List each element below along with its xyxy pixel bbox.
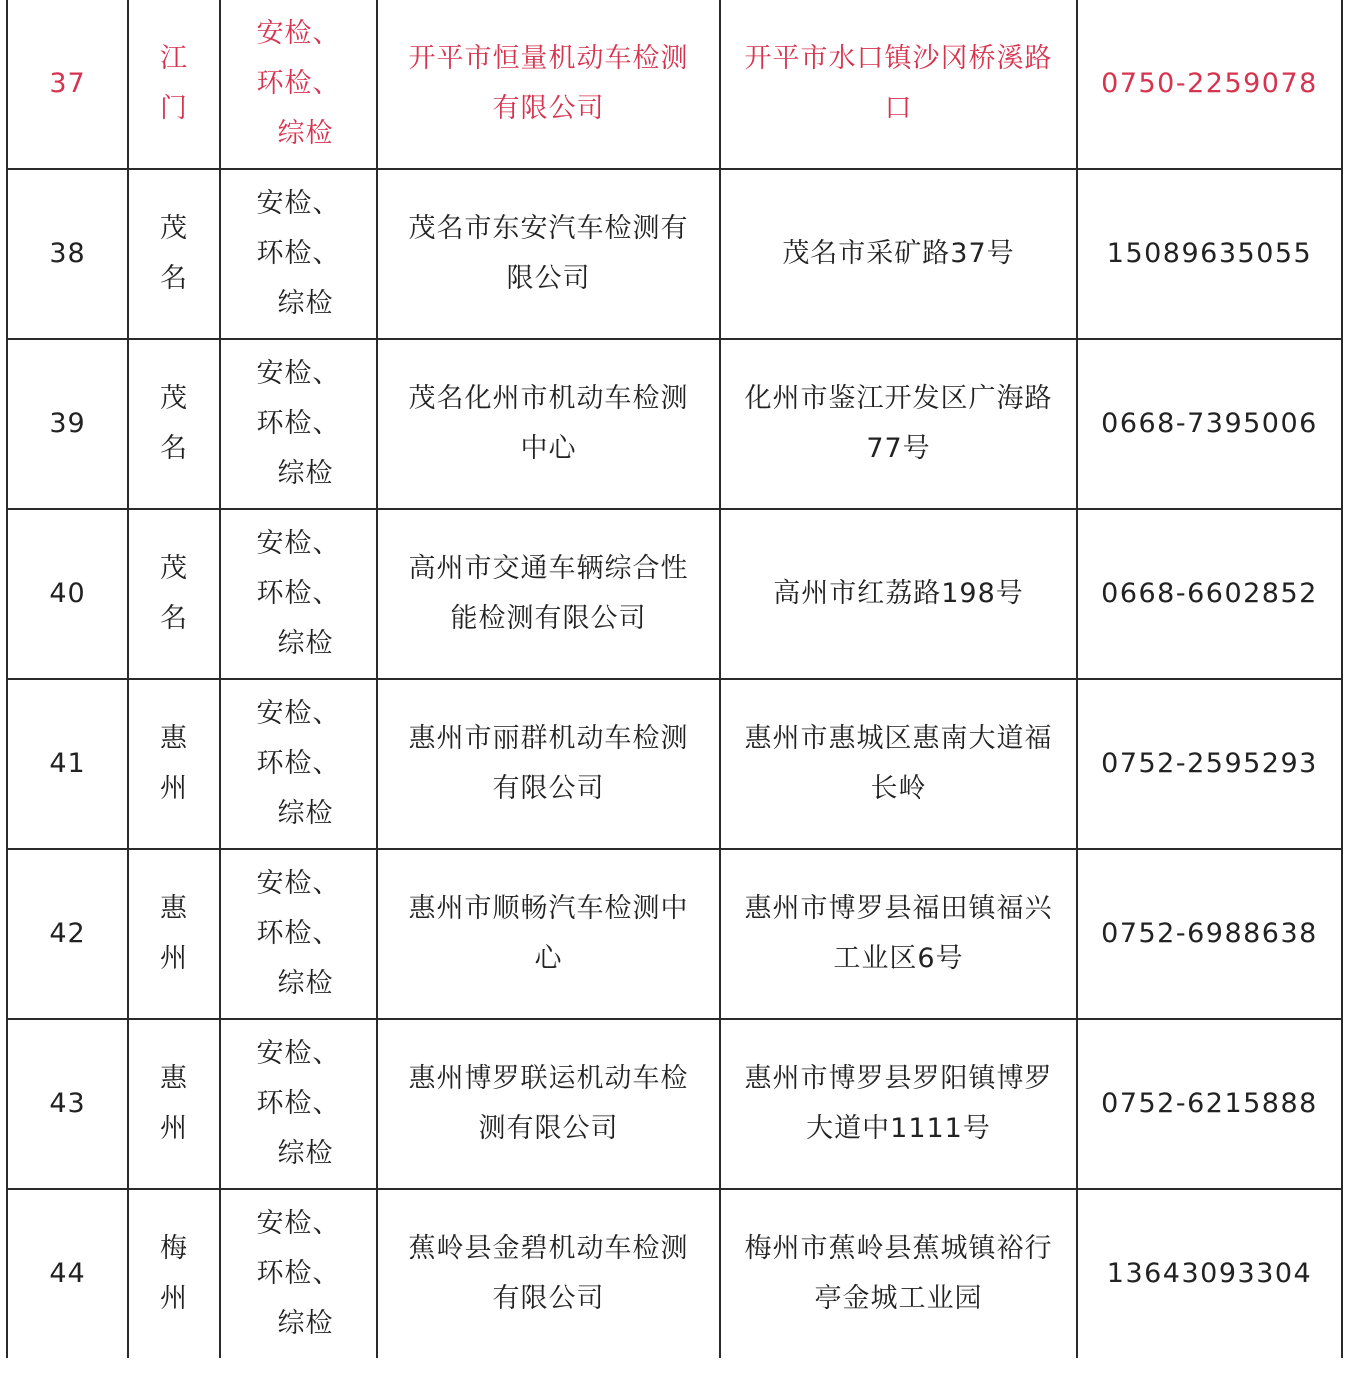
- inspection-types: [251, 179, 347, 329]
- table-row: [7, 509, 1342, 679]
- address: 梅州市蕉岭县蕉城镇裕行亭金城工业园: [744, 1233, 1053, 1314]
- inspection-type-comprehensive: 综检: [277, 118, 334, 149]
- address-cell: [720, 509, 1077, 679]
- inspection-type-comprehensive: 综检: [277, 1308, 334, 1339]
- phone-cell: [1077, 849, 1342, 1019]
- phone-number: 15089635055: [1106, 238, 1313, 269]
- city-cell: [128, 339, 220, 509]
- address-cell: [720, 849, 1077, 1019]
- row-number: 37: [49, 68, 86, 99]
- inspection-type-safety: 安检、: [256, 358, 341, 389]
- table-row: [7, 339, 1342, 509]
- city-cell: [128, 169, 220, 339]
- company-name: 惠州市丽群机动车检测有限公司: [408, 723, 689, 804]
- inspection-type-cell: [220, 169, 377, 339]
- city-name: 江门: [160, 43, 188, 124]
- inspection-type-safety: 安检、: [256, 188, 341, 219]
- address-cell: [720, 169, 1077, 339]
- phone-cell: [1077, 339, 1342, 509]
- company-name: 茂名化州市机动车检测中心: [408, 383, 689, 464]
- table-row: [7, 169, 1342, 339]
- city-cell: [128, 679, 220, 849]
- phone-cell: [1077, 169, 1342, 339]
- phone-number: 0668-7395006: [1101, 408, 1318, 439]
- row-number: 42: [49, 918, 86, 949]
- company-name: 开平市恒量机动车检测有限公司: [408, 43, 689, 124]
- row-number-cell: [7, 849, 128, 1019]
- row-number: 40: [49, 578, 86, 609]
- address: 开平市水口镇沙冈桥溪路口: [744, 43, 1053, 124]
- company-name-cell: [377, 849, 720, 1019]
- phone-number: 0668-6602852: [1101, 578, 1318, 609]
- company-name: 茂名市东安汽车检测有限公司: [408, 213, 689, 294]
- address: 化州市鉴江开发区广海路77号: [744, 383, 1053, 464]
- address: 惠州市博罗县福田镇福兴工业区6号: [744, 893, 1053, 974]
- city-cell: [128, 0, 220, 169]
- row-number-cell: [7, 0, 128, 169]
- city-name: 惠州: [160, 893, 188, 974]
- address-cell: [720, 339, 1077, 509]
- row-number-cell: [7, 1019, 128, 1189]
- inspection-type-cell: [220, 339, 377, 509]
- inspection-types: [251, 519, 347, 669]
- inspection-type-environmental: 环检、: [256, 918, 341, 949]
- inspection-type-safety: 安检、: [256, 528, 341, 559]
- inspection-type-environmental: 环检、: [256, 408, 341, 439]
- company-name-cell: [377, 1189, 720, 1358]
- table-row: [7, 1019, 1342, 1189]
- city-name: 茂名: [160, 383, 188, 464]
- inspection-type-safety: 安检、: [256, 1038, 341, 1069]
- company-name-cell: [377, 0, 720, 169]
- row-number-cell: [7, 679, 128, 849]
- company-name: 惠州市顺畅汽车检测中心: [408, 893, 689, 974]
- phone-number: 13643093304: [1106, 1258, 1313, 1289]
- inspection-type-cell: [220, 509, 377, 679]
- inspection-type-cell: [220, 1189, 377, 1358]
- table-row: [7, 1189, 1342, 1358]
- address: 惠州市惠城区惠南大道福长岭: [744, 723, 1053, 804]
- row-number-cell: [7, 339, 128, 509]
- inspection-type-comprehensive: 综检: [277, 458, 334, 489]
- address: 惠州市博罗县罗阳镇博罗大道中1111号: [744, 1063, 1053, 1144]
- phone-number: 0752-6215888: [1101, 1088, 1318, 1119]
- phone-cell: [1077, 1019, 1342, 1189]
- address-cell: [720, 1189, 1077, 1358]
- company-name: 蕉岭县金碧机动车检测有限公司: [408, 1233, 689, 1314]
- row-number: 38: [49, 238, 86, 269]
- inspection-type-environmental: 环检、: [256, 578, 341, 609]
- phone-cell: [1077, 1189, 1342, 1358]
- inspection-type-comprehensive: 综检: [277, 1138, 334, 1169]
- company-name-cell: [377, 339, 720, 509]
- address-cell: [720, 679, 1077, 849]
- address-cell: [720, 0, 1077, 169]
- city-name: 茂名: [160, 213, 188, 294]
- inspection-type-environmental: 环检、: [256, 238, 341, 269]
- city-cell: [128, 849, 220, 1019]
- inspection-type-environmental: 环检、: [256, 748, 341, 779]
- inspection-type-comprehensive: 综检: [277, 288, 334, 319]
- row-number: 44: [49, 1258, 86, 1289]
- phone-cell: [1077, 0, 1342, 169]
- inspection-type-environmental: 环检、: [256, 1258, 341, 1289]
- inspection-type-cell: [220, 679, 377, 849]
- address: 高州市红荔路198号: [773, 578, 1024, 609]
- inspection-station-table: [6, 0, 1343, 1358]
- city-name: 惠州: [160, 723, 188, 804]
- row-number: 41: [49, 748, 86, 779]
- address-cell: [720, 1019, 1077, 1189]
- inspection-type-safety: 安检、: [256, 698, 341, 729]
- company-name-cell: [377, 1019, 720, 1189]
- phone-number: 0750-2259078: [1101, 68, 1318, 99]
- inspection-type-cell: [220, 849, 377, 1019]
- inspection-type-cell: [220, 1019, 377, 1189]
- table-row: [7, 849, 1342, 1019]
- phone-number: 0752-2595293: [1101, 748, 1318, 779]
- city-cell: [128, 1019, 220, 1189]
- city-name: 梅州: [160, 1233, 188, 1314]
- row-number-cell: [7, 1189, 128, 1358]
- table-row: [7, 679, 1342, 849]
- phone-cell: [1077, 509, 1342, 679]
- inspection-type-comprehensive: 综检: [277, 968, 334, 999]
- row-number: 39: [49, 408, 86, 439]
- phone-cell: [1077, 679, 1342, 849]
- inspection-type-comprehensive: 综检: [277, 798, 334, 829]
- inspection-types: [251, 1199, 347, 1349]
- company-name: 惠州博罗联运机动车检测有限公司: [408, 1063, 689, 1144]
- city-name: 惠州: [160, 1063, 188, 1144]
- inspection-types: [251, 689, 347, 839]
- inspection-types: [251, 1029, 347, 1179]
- inspection-type-safety: 安检、: [256, 868, 341, 899]
- inspection-types: [251, 9, 347, 159]
- city-name: 茂名: [160, 553, 188, 634]
- row-number-cell: [7, 169, 128, 339]
- company-name-cell: [377, 169, 720, 339]
- inspection-type-safety: 安检、: [256, 1208, 341, 1239]
- inspection-type-environmental: 环检、: [256, 68, 341, 99]
- row-number-cell: [7, 509, 128, 679]
- inspection-type-comprehensive: 综检: [277, 628, 334, 659]
- table-row: [7, 0, 1342, 169]
- company-name-cell: [377, 509, 720, 679]
- company-name: 高州市交通车辆综合性能检测有限公司: [408, 553, 689, 634]
- inspection-types: [251, 349, 347, 499]
- city-cell: [128, 1189, 220, 1358]
- phone-number: 0752-6988638: [1101, 918, 1318, 949]
- company-name-cell: [377, 679, 720, 849]
- inspection-types: [251, 859, 347, 1009]
- inspection-type-cell: [220, 0, 377, 169]
- inspection-type-safety: 安检、: [256, 18, 341, 49]
- row-number: 43: [49, 1088, 86, 1119]
- address: 茂名市采矿路37号: [782, 238, 1015, 269]
- city-cell: [128, 509, 220, 679]
- inspection-type-environmental: 环检、: [256, 1088, 341, 1119]
